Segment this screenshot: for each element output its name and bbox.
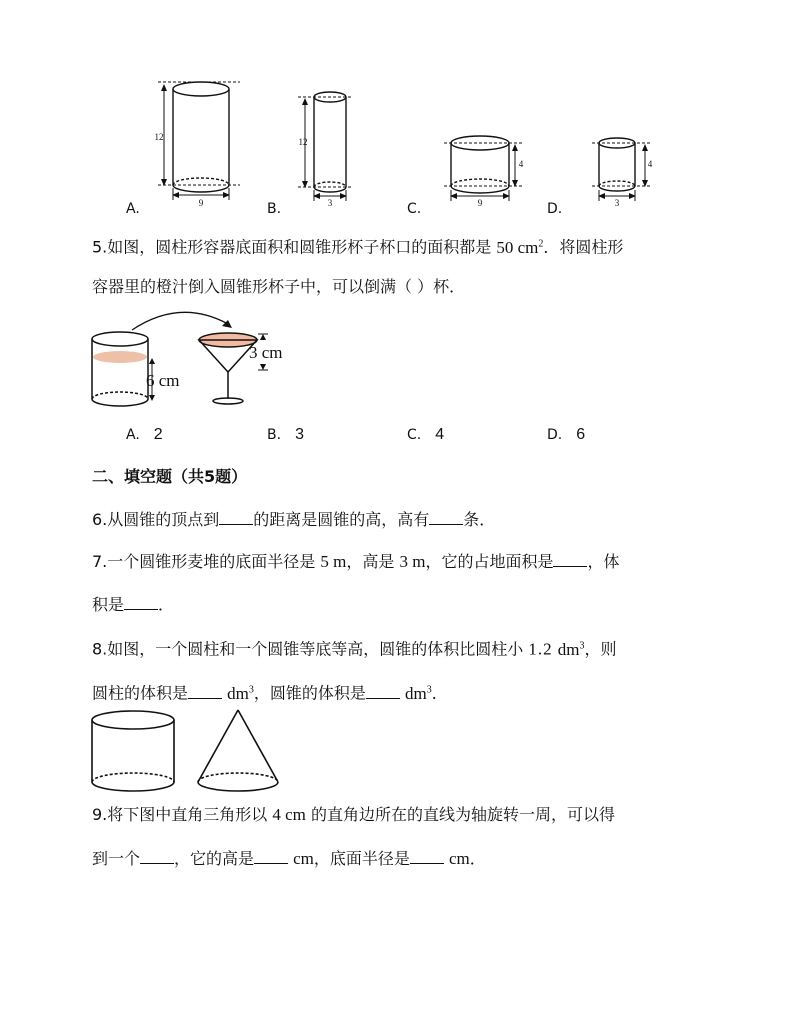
q4-option-c: C. <box>407 201 422 217</box>
q4-option-a: A. <box>126 201 140 217</box>
q7-line-1: 7.一个圆锥形麦堆的底面半径是 5 m，高是 3 m，它的占地面积是 ，体 <box>92 552 620 571</box>
cyl-d-width: 3 <box>614 198 620 208</box>
q8-line-1: 8.如图，一个圆柱和一个圆锥等底等高，圆锥的体积比圆柱小 1.2 $dm^3$，则 <box>92 639 617 659</box>
cyl-d-height: 4 <box>647 159 653 169</box>
q5-line-1: 5.如图，圆柱形容器底面积和圆锥形杯子杯口的面积都是 50 $cm^2$．将圆柱形 <box>92 237 624 257</box>
cyl-height-label: 6 cm <box>146 371 180 390</box>
cyl-b-height: 12 <box>298 137 308 147</box>
section-2-title: 二、填空题（共5题） <box>92 467 248 486</box>
cyl-c-height: 4 <box>518 159 524 169</box>
q8-cylinder-cone-figure <box>0 700 320 800</box>
q7-blank-2[interactable] <box>124 593 158 610</box>
q8-blank-2[interactable] <box>366 682 400 699</box>
cyl-b-width: 3 <box>327 198 333 208</box>
q4-cylinders-figure <box>0 0 794 230</box>
q5-juice-figure <box>0 300 320 420</box>
q9-blank-2[interactable] <box>254 847 288 864</box>
q5-option-a: A. 2 <box>126 426 163 443</box>
cylinder-c <box>444 136 522 201</box>
cylinder-a <box>158 82 240 200</box>
cylinder-d <box>592 138 652 201</box>
cone-height-label: 3 cm <box>249 343 283 362</box>
q9-line-2: 到一个 ，它的高是 cm，底面半径是 cm． <box>92 849 486 868</box>
cyl-a-width: 9 <box>198 198 204 208</box>
cyl-c-width: 9 <box>477 198 483 208</box>
q7-line-2: 积是 ． <box>92 595 175 614</box>
q8-line-2: 圆柱的体积是 $dm^3$，圆锥的体积是 $dm^3$． <box>92 683 448 703</box>
q4-option-d: D. <box>547 201 563 217</box>
q5-option-c: C. 4 <box>407 426 445 443</box>
q9-line-1: 9.将下图中直角三角形以 4 cm 的直角边所在的直线为轴旋转一周，可以得 <box>92 805 616 824</box>
q6-blank-2[interactable] <box>429 508 463 525</box>
q5-area: 50 $cm^2$ <box>496 237 544 257</box>
q9-blank-3[interactable] <box>410 847 444 864</box>
cyl-a-height: 12 <box>154 132 164 142</box>
q5-option-d: D. 6 <box>547 426 586 443</box>
q5-line-2: 容器里的橙汁倒入圆锥形杯子中，可以倒满（ ）杯． <box>92 277 466 296</box>
juice-surface <box>93 351 147 363</box>
q9-blank-1[interactable] <box>140 847 174 864</box>
q7-blank-1[interactable] <box>553 550 587 567</box>
q8-blank-1[interactable] <box>188 682 222 699</box>
q6-blank-1[interactable] <box>219 508 253 525</box>
q5-option-b: B. 3 <box>267 426 304 443</box>
q4-option-b: B. <box>267 201 282 217</box>
q6-line: 6.从圆锥的顶点到 的距离是圆锥的高，高有 条． <box>92 510 496 529</box>
